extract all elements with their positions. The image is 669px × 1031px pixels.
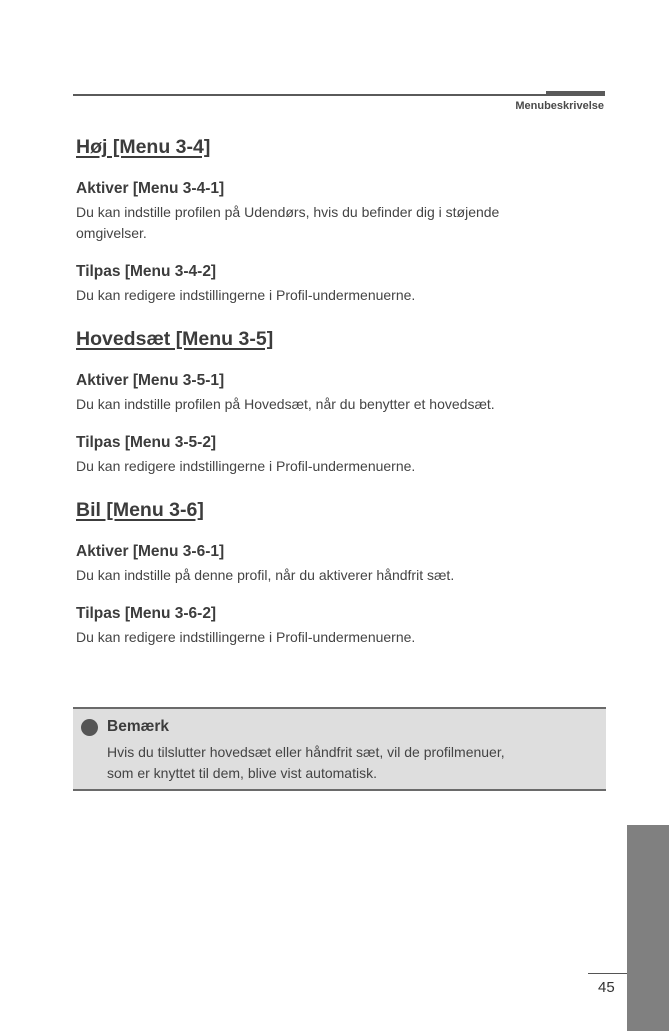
page-number: 45: [598, 979, 615, 996]
note-line: Hvis du tilslutter hovedsæt eller håndfrit sæt, vil de profilmenuer,: [107, 744, 505, 760]
page-number-rule: [588, 973, 627, 974]
body-line: Du kan redigere indstillingerne i Profil-undermenuerne.: [76, 629, 416, 645]
header-rule: [73, 94, 605, 96]
body-line: Du kan indstille på denne profil, når du aktiverer håndfrit sæt.: [76, 567, 455, 583]
body-line: Du kan redigere indstillingerne i Profil-undermenuerne.: [76, 458, 416, 474]
note-title: Bemærk: [107, 718, 170, 735]
section-title: Høj [Menu 3-4]: [76, 136, 211, 158]
header-rule-tab: [546, 91, 605, 96]
section-title: Bil [Menu 3-6]: [76, 499, 204, 521]
body-line: Du kan indstille profilen på Hovedsæt, når du benytter et hovedsæt.: [76, 396, 495, 412]
body-line: Du kan indstille profilen på Udendørs, hvis du befinder dig i støjende: [76, 204, 500, 220]
running-header: Menubeskrivelse: [515, 100, 604, 112]
subsection-title: Tilpas [Menu 3-6-2]: [76, 605, 217, 622]
section-title: Hovedsæt [Menu 3-5]: [76, 328, 274, 350]
note-text: [107, 742, 597, 784]
subsection-title: Aktiver [Menu 3-6-1]: [76, 543, 225, 560]
subsection-title: Tilpas [Menu 3-4-2]: [76, 263, 217, 280]
note-box: [73, 707, 606, 791]
subsection-title: Aktiver [Menu 3-5-1]: [76, 372, 225, 389]
note-line: som er knyttet til dem, blive vist automatisk.: [107, 765, 377, 781]
body-line: omgivelser.: [76, 225, 147, 241]
bullet-icon: [81, 719, 98, 736]
main-content: [76, 134, 596, 648]
body-line: Du kan redigere indstillingerne i Profil-undermenuerne.: [76, 287, 416, 303]
subsection-title: Aktiver [Menu 3-4-1]: [76, 180, 225, 197]
subsection-title: Tilpas [Menu 3-5-2]: [76, 434, 217, 451]
chapter-side-tab: [627, 825, 669, 1031]
